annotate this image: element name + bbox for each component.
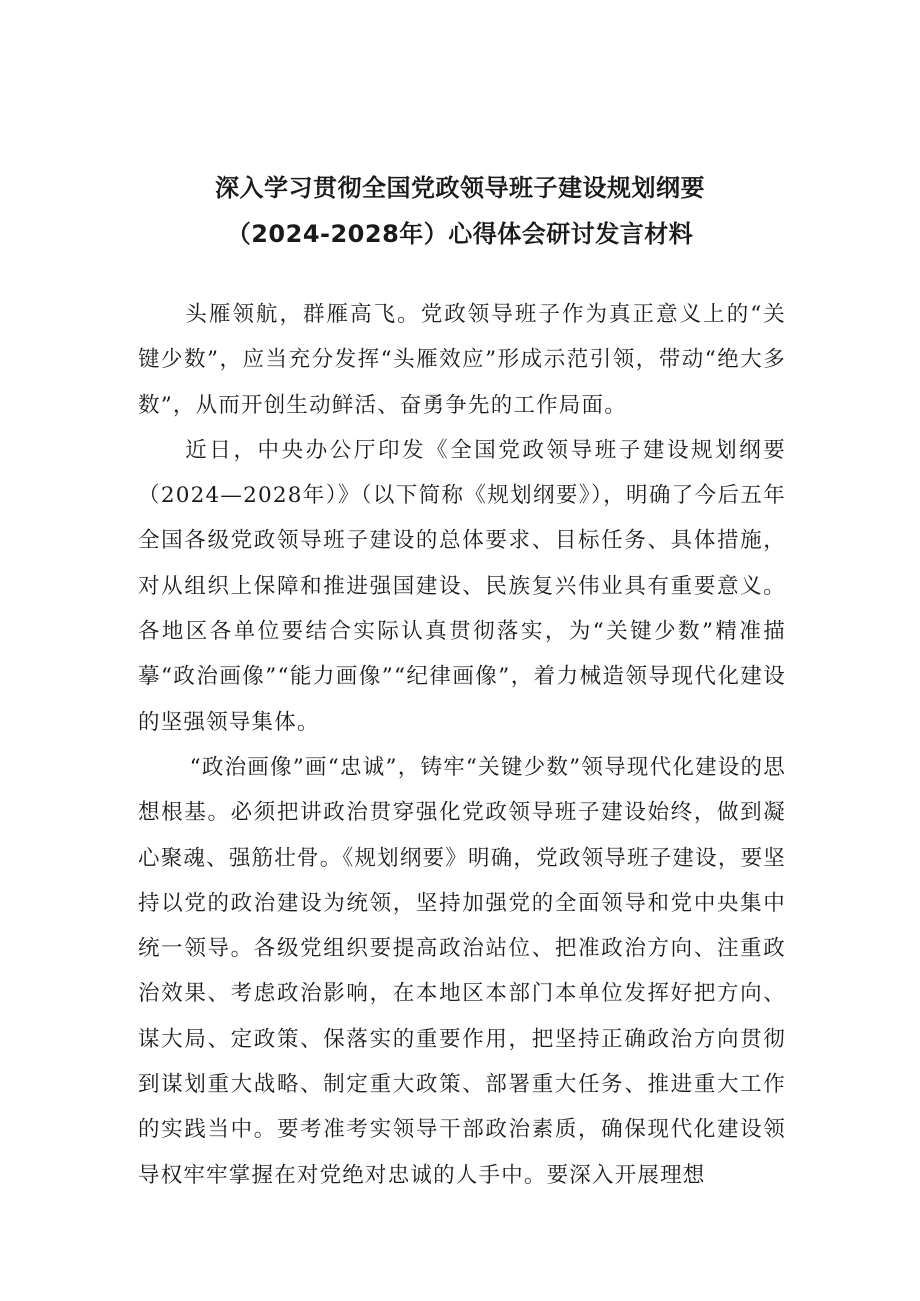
document-body xyxy=(138,292,786,1198)
title-line-2: （2024-2028年）心得体会研讨发言材料 xyxy=(226,220,694,248)
paragraph-1: 头雁领航，群雁高飞。党政领导班子作为真正意义上的“关键少数”，应当充分发挥“头雁效应”形成示范引领，带动“绝大多数”，从而开创生动鲜活、奋勇争先的工作局面。 xyxy=(138,302,786,418)
paragraph-3: “政治画像”画“忠诚”，铸牢“关键少数”领导现代化建设的思想根基。必须把讲政治贯穿强化党政领导班子建设始终，做到凝心聚魂、强筋壮骨。《规划纲要》明确，党政领导班子建设，要坚持以党的政治建设为统领，坚持加强党的全面领导和党中央集中统一领导。各级党组织要提高政治站位、把准政治方向、注重政治效果、考虑政治影响，在本地区本部门本单位发挥好把方向、谋大局、定政策、保落实的重要作用，把坚持正确政治方向贯彻到谋划重大战略、制定重大政策、部署重大任务、推进重大工作的实践当中。要考准考实领导干部政治素质，确保现代化建设领导权牢牢掌握在对党绝对忠诚的人手中。要深入开展理想 xyxy=(138,754,786,1188)
document-title xyxy=(100,165,820,257)
title-line-1: 深入学习贯彻全国党政领导班子建设规划纲要 xyxy=(215,174,705,202)
paragraph-2: 近日，中央办公厅印发《全国党政领导班子建设规划纲要（2024—2028年）》（以下简称《规划纲要》），明确了今后五年全国各级党政领导班子建设的总体要求、目标任务、具体措施，对从组织上保障和推进强国建设、民族复兴伟业具有重要意义。各地区各单位要结合实际认真贯彻落实，为“关键少数”精准描摹“政治画像”“能力画像”“纪律画像”，着力械造领导现代化建设的坚强领导集体。 xyxy=(138,437,786,735)
